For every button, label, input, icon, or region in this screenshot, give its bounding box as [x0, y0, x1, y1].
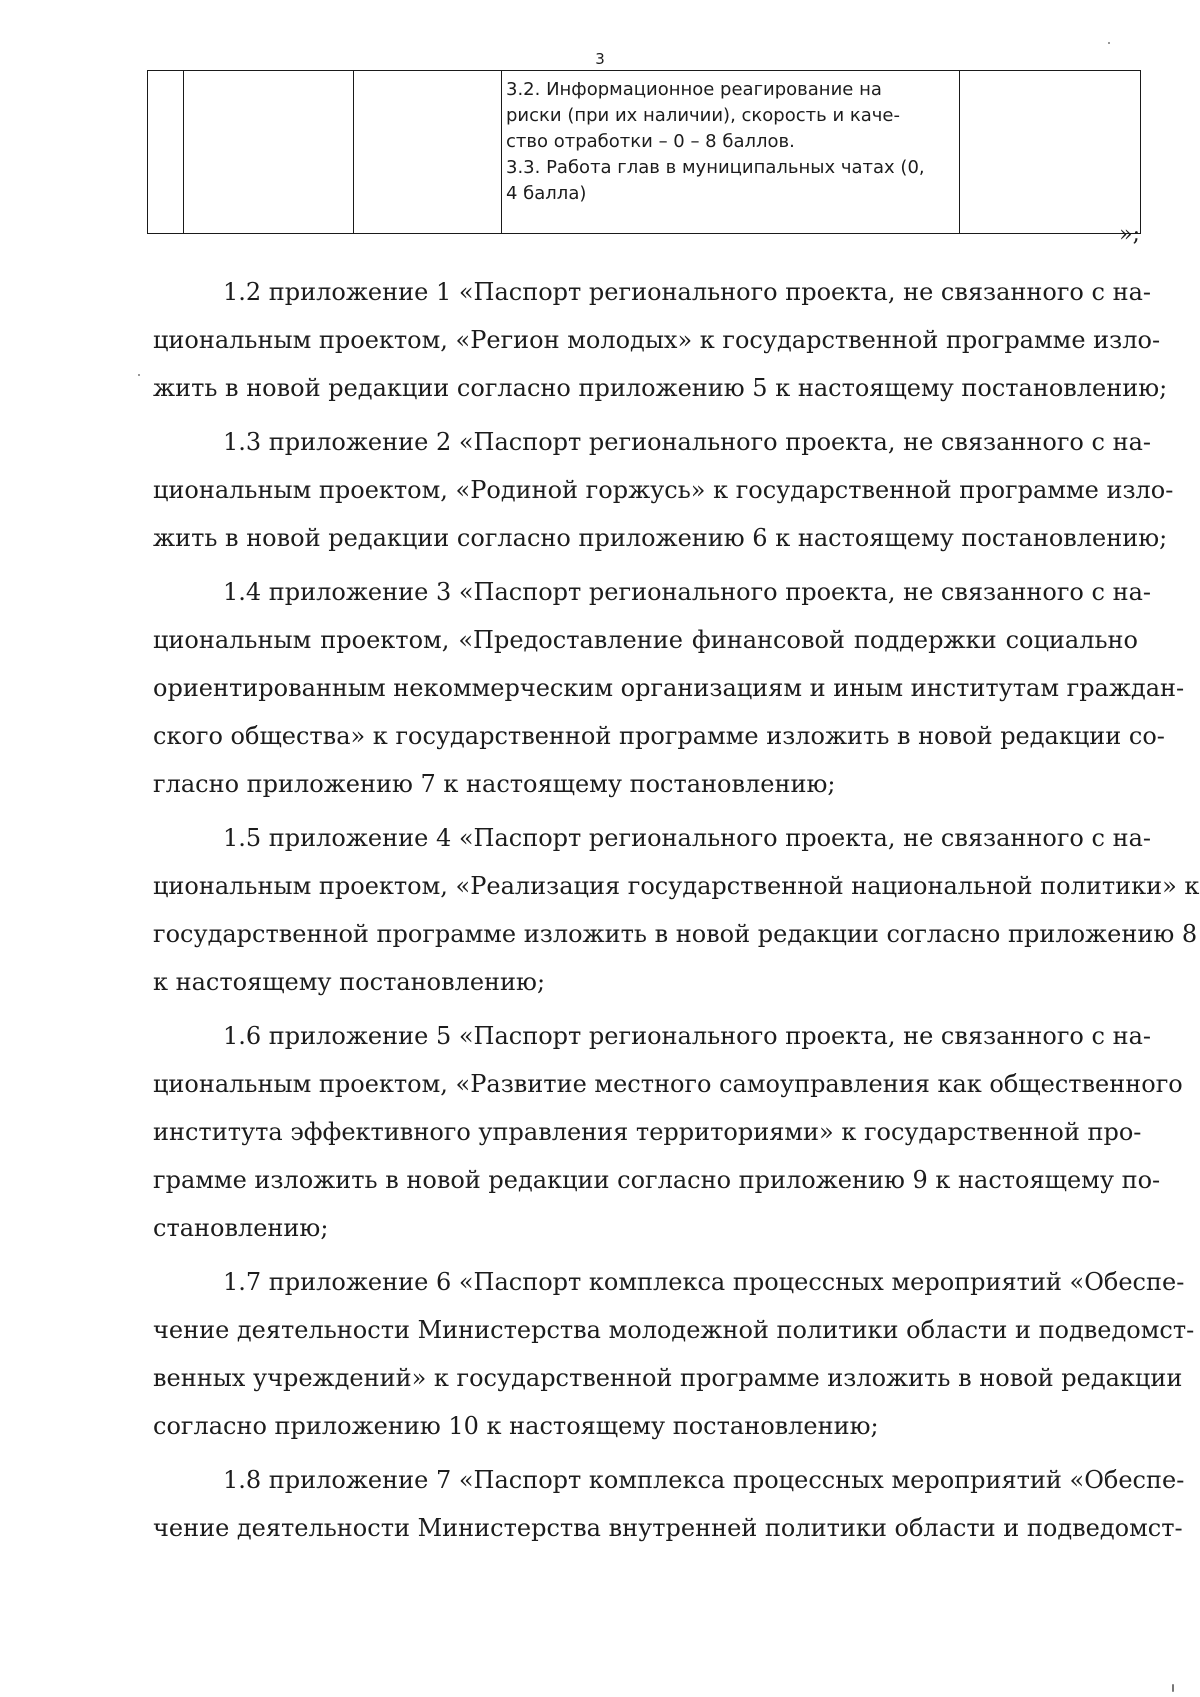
- paragraph-line: чение деятельности Министерства молодежной политики области и подведомст-: [153, 1316, 1195, 1344]
- paragraph-line: 1.8 приложение 7 «Паспорт комплекса процессных мероприятий «Обеспе-: [223, 1466, 1185, 1494]
- scan-speck: [1172, 1684, 1174, 1692]
- paragraph-line: 1.7 приложение 6 «Паспорт комплекса процессных мероприятий «Обеспе-: [223, 1268, 1185, 1296]
- table-cell-empty-5: [960, 71, 1141, 234]
- cell-line: ство отработки – 0 – 8 баллов.: [506, 131, 795, 152]
- table-cell-empty-3: [354, 71, 502, 234]
- paragraph: [153, 418, 1174, 562]
- cell-line: 3.2. Информационное реагирование на: [506, 79, 882, 100]
- paragraph: [153, 1012, 1183, 1252]
- paragraph-line: грамме изложить в новой редакции согласно приложению 9 к настоящему по-: [153, 1166, 1161, 1194]
- paragraph-line: к настоящему постановлению;: [153, 968, 546, 996]
- paragraph-line: 1.6 приложение 5 «Паспорт регионального проекта, не связанного с на-: [223, 1022, 1151, 1050]
- cell-line: риски (при их наличии), скорость и каче-: [506, 105, 900, 126]
- paragraph-line: становлению;: [153, 1214, 329, 1242]
- paragraph-line: согласно приложению 10 к настоящему постановлению;: [153, 1412, 879, 1440]
- cell-line: 4 балла): [506, 183, 587, 204]
- paragraph-line: циональным проектом, «Развитие местного самоуправления как общественного: [153, 1070, 1183, 1098]
- page-number: 3: [595, 50, 605, 68]
- scan-speck: [138, 374, 140, 376]
- paragraph-line: венных учреждений» к государственной программе изложить в новой редакции: [153, 1364, 1183, 1392]
- paragraph-line: 1.5 приложение 4 «Паспорт регионального проекта, не связанного с на-: [223, 824, 1151, 852]
- document-body: [153, 268, 1200, 1558]
- paragraph-line: циональным проектом, «Реализация государственной национальной политики» к: [153, 872, 1200, 900]
- table-cell-empty-1: [148, 71, 184, 234]
- paragraph: [153, 1258, 1195, 1450]
- paragraph-line: гласно приложению 7 к настоящему постановлению;: [153, 770, 836, 798]
- paragraph-line: ского общества» к государственной программе изложить в новой редакции со-: [153, 722, 1165, 750]
- closing-quote: »;: [1119, 222, 1140, 247]
- paragraph: [153, 568, 1185, 808]
- paragraph-line: института эффективного управления территориями» к государственной про-: [153, 1118, 1142, 1146]
- paragraph: [153, 1456, 1185, 1552]
- scan-speck: [1108, 42, 1110, 44]
- paragraph-line: циональным проектом, «Регион молодых» к государственной программе изло-: [153, 326, 1161, 354]
- paragraph-line: 1.4 приложение 3 «Паспорт регионального проекта, не связанного с на-: [223, 578, 1151, 606]
- table-cell-criteria: [502, 71, 960, 234]
- table-cell-empty-2: [184, 71, 354, 234]
- paragraph-line: чение деятельности Министерства внутренней политики области и подведомст-: [153, 1514, 1183, 1542]
- paragraph-line: жить в новой редакции согласно приложению 6 к настоящему постановлению;: [153, 524, 1168, 552]
- paragraph-line: циональным проектом, «Родиной горжусь» к государственной программе изло-: [153, 476, 1174, 504]
- paragraph-line: государственной программе изложить в новой редакции согласно приложению 8: [153, 920, 1198, 948]
- paragraph-line: 1.2 приложение 1 «Паспорт регионального проекта, не связанного с на-: [223, 278, 1151, 306]
- paragraph-line: жить в новой редакции согласно приложению 5 к настоящему постановлению;: [153, 374, 1168, 402]
- table-fragment: [147, 70, 1141, 234]
- table-row: [148, 71, 1141, 234]
- paragraph-line: циональным проектом, «Предоставление финансовой поддержки социально: [153, 626, 1138, 654]
- paragraph-line: ориентированным некоммерческим организациям и иным институтам граждан-: [153, 674, 1185, 702]
- paragraph-line: 1.3 приложение 2 «Паспорт регионального проекта, не связанного с на-: [223, 428, 1151, 456]
- paragraph: [153, 268, 1168, 412]
- paragraph: [153, 814, 1200, 1006]
- cell-line: 3.3. Работа глав в муниципальных чатах (0,: [506, 157, 925, 178]
